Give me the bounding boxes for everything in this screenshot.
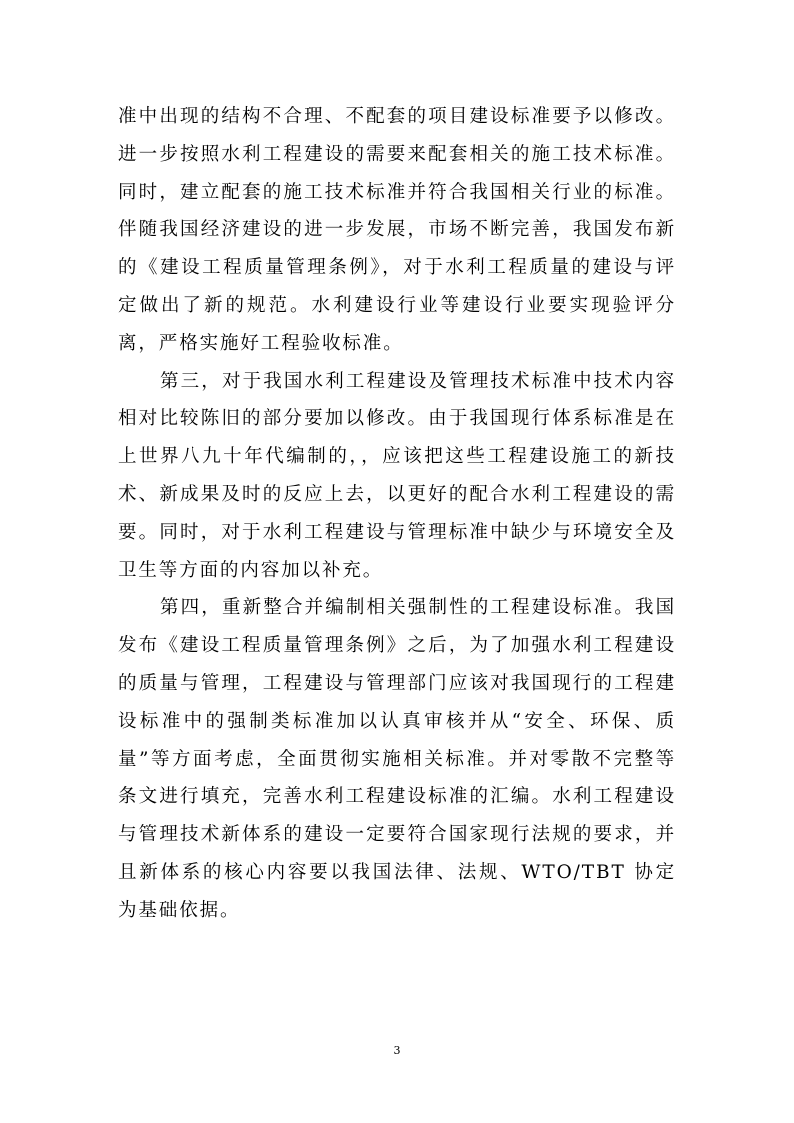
paragraph-fourth-point: 第四，重新整合并编制相关强制性的工程建设标准。我国发布《建设工程质量管理条例》之后，为了加强水利工程建设的质量与管理，工程建设与管理部门应该对我国现行的工程建设标准中的强制类标准加以认真审核并从“安全、环保、质量”等方面考虑，全面贯彻实施相关标准。并对零散不完整等条文进行填充，完善水利工程建设标准的汇编。水利工程建设与管理技术新体系的建设一定要符合国家现行法规的要求，并且新体系的核心内容要以我国法律、法规、WTO/TBT 协定为基础依据。: [118, 597, 676, 921]
body-text: [118, 98, 676, 930]
paragraph-standards-revision: 准中出现的结构不合理、不配套的项目建设标准要予以修改。进一步按照水利工程建设的需要来配套相关的施工技术标准。同时，建立配套的施工技术标准并符合我国相关行业的标准。伴随我国经济建设的进一步发展，市场不断完善，我国发布新的《建设工程质量管理条例》，对于水利工程质量的建设与评定做出了新的规范。水利建设行业等建设行业要实现验评分离，严格实施好工程验收标准。: [118, 106, 676, 354]
page-number: 3: [393, 1044, 401, 1057]
paragraph-third-point: 第三，对于我国水利工程建设及管理技术标准中技术内容相对比较陈旧的部分要加以修改。由于我国现行体系标准是在上世界八九十年代编制的，，应该把这些工程建设施工的新技术、新成果及时的反应上去，以更好的配合水利工程建设的需要。同时，对于水利工程建设与管理标准中缺少与环境安全及卫生等方面的内容加以补充。: [118, 370, 676, 581]
